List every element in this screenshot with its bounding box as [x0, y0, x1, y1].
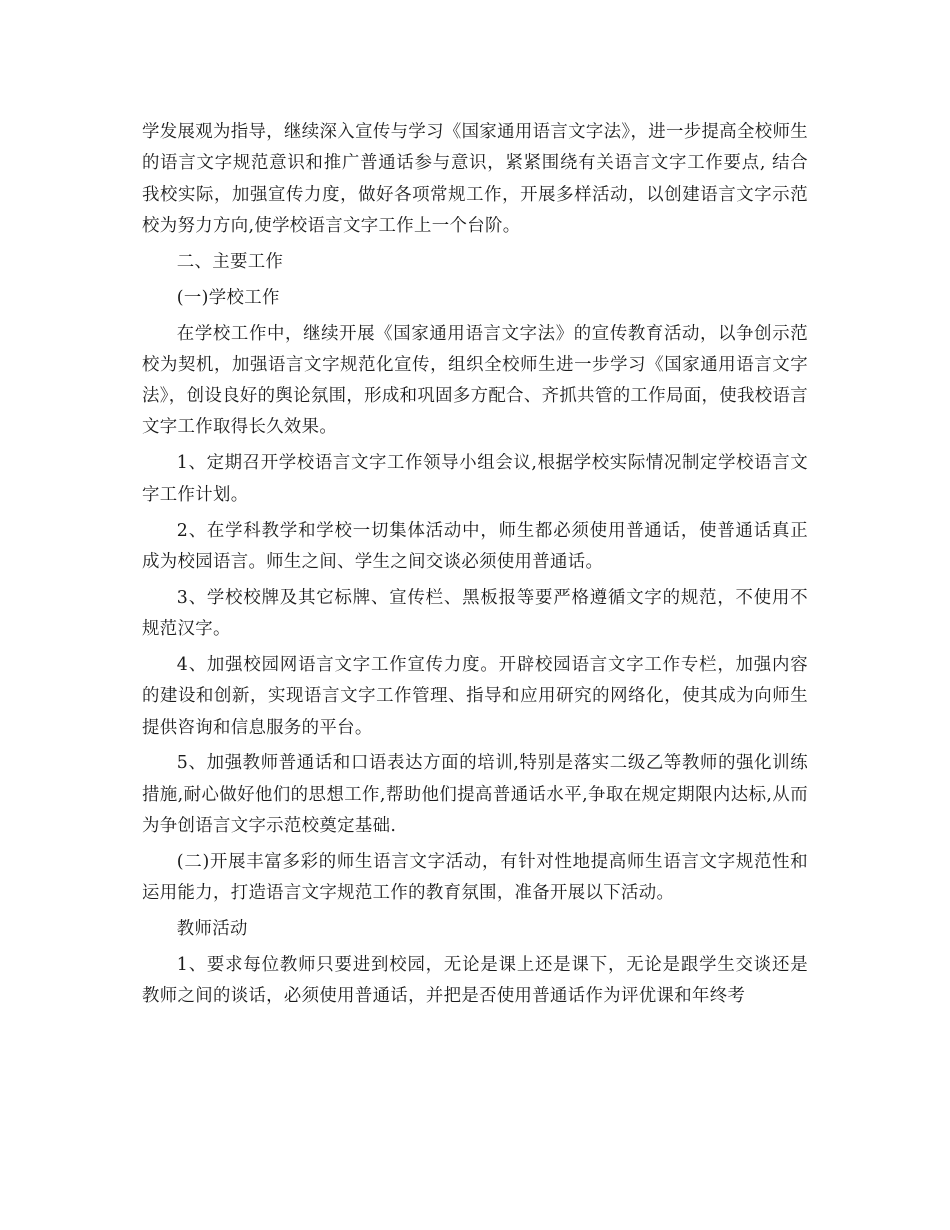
teacher-activity-item-1: 1、要求每位教师只要进到校园，无论是课上还是课下，无论是跟学生交谈还是教师之间的谈话，必须使用普通话，并把是否使用普通话作为评优课和年终考	[142, 954, 808, 1007]
list-item-5: 5、加强教师普通话和口语表达方面的培训,特别是落实二级乙等教师的强化训练措施,耐心做好他们的思想工作,帮助他们提高普通话水平,争取在规定期限内达标,从而为争创语言文字示范校奠定基础.	[142, 753, 808, 836]
section-heading-main-work: 二、主要工作	[176, 251, 284, 272]
subsection-heading-school-work: (一)学校工作	[176, 287, 280, 308]
list-item-2: 2、在学科教学和学校一切集体活动中，师生都必须使用普通话，使普通话真正成为校园语言。师生之间、学生之间交谈必须使用普通话。	[142, 520, 808, 572]
subsection-heading-activities: (二)开展丰富多彩的师生语言文字活动，有针对性地提高师生语言文字规范性和运用能力，打造语言文字规范工作的教育氛围，准备开展以下活动。	[142, 851, 808, 904]
list-item-4: 4、加强校园网语言文字工作宣传力度。开辟校园语言文字工作专栏，加强内容的建设和创新，实现语言文字工作管理、指导和应用研究的网络化，使其成为向师生提供咨询和信息服务的平台。	[142, 654, 808, 738]
paragraph-intro-continued: 学发展观为指导，继续深入宣传与学习《国家通用语言文字法》，进一步提高全校师生的语言文字规范意识和推广普通话参与意识，紧紧围绕有关语言文字工作要点, 结合我校实际，加强宣传力度，做好各项常规工作，开展多样活动，以创建语言文字示范校为努力方向,使学校语言文字工作上一个台阶。	[142, 122, 808, 236]
document-body	[142, 117, 808, 1017]
list-item-3: 3、学校校牌及其它标牌、宣传栏、黑板报等要严格遵循文字的规范，不使用不规范汉字。	[142, 587, 808, 640]
list-item-1: 1、定期召开学校语言文字工作领导小组会议,根据学校实际情况制定学校语言文字工作计划。	[142, 453, 808, 505]
paragraph-school-work: 在学校工作中，继续开展《国家通用语言文字法》的宣传教育活动，以争创示范校为契机，加强语言文字规范化宣传，组织全校师生进一步学习《国家通用语言文字法》，创设良好的舆论氛围，形成和巩固多方配合、齐抓共管的工作局面，使我校语言文字工作取得长久效果。	[142, 323, 808, 438]
heading-teacher-activities: 教师活动	[176, 919, 248, 940]
